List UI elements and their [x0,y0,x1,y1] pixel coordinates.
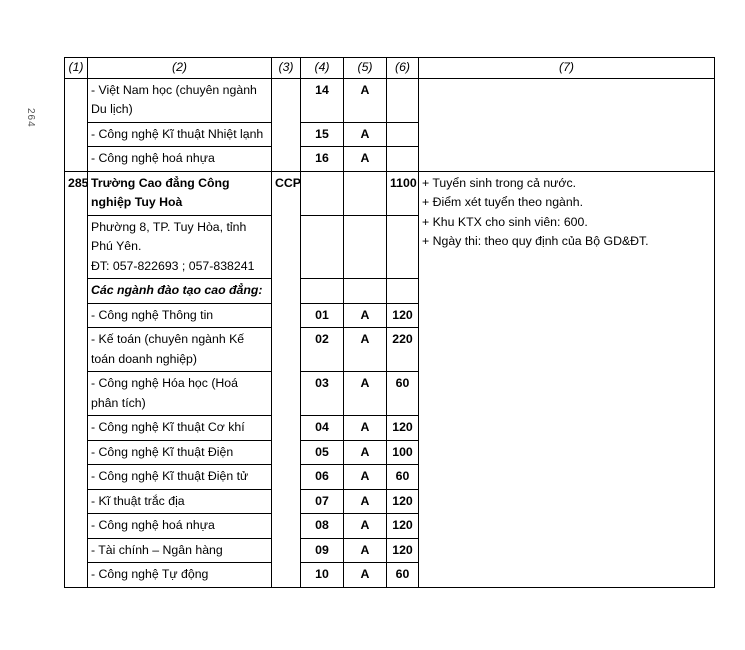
header-col-1: (1) [65,58,88,79]
empty-cell [387,215,419,279]
major-name: - Công nghệ Thông tin [88,303,272,328]
note-line: + Tuyển sinh trong cả nước. [422,175,577,190]
major-quota: 60 [387,563,419,588]
school-address: Phường 8, TP. Tuy Hòa, tỉnh Phú Yên. [91,219,247,253]
major-code: 07 [301,489,344,514]
major-block: A [344,563,387,588]
major-code: 16 [301,147,344,172]
school-name: Trường Cao đẳng Công nghiệp Tuy Hoà [88,171,272,215]
major-quota: 120 [387,303,419,328]
section-title: Các ngành đào tạo cao đẳng: [88,279,272,304]
major-code: 09 [301,538,344,563]
major-block: A [344,440,387,465]
major-code: 05 [301,440,344,465]
major-name: - Công nghệ Hóa học (Hoá phân tích) [88,372,272,416]
empty-cell [301,215,344,279]
major-code: 15 [301,122,344,147]
major-name: - Tài chính – Ngân hàng [88,538,272,563]
note-line: + Ngày thi: theo quy định của Bộ GD&ĐT. [422,234,649,248]
header-col-7: (7) [419,58,715,79]
major-block: A [344,416,387,441]
major-name: - Công nghệ Kĩ thuật Cơ khí [88,416,272,441]
major-block: A [344,465,387,490]
abbr-cell [272,78,301,171]
major-quota: 120 [387,514,419,539]
major-block: A [344,538,387,563]
school-quota-total: 1100 [387,171,419,215]
major-name: - Công nghệ Kĩ thuật Điện [88,440,272,465]
major-block: A [344,372,387,416]
note-line: + Khu KTX cho sinh viên: 600. [422,214,588,229]
major-name: - Kế toán (chuyên ngành Kế toán doanh nghiệp) [88,328,272,372]
school-notes [419,171,715,587]
empty-cell [344,215,387,279]
major-name: - Công nghệ hoá nhựa [88,147,272,172]
school-code-cell [301,171,344,215]
major-code: 02 [301,328,344,372]
school-row [65,171,715,215]
school-block-cell [344,171,387,215]
major-quota: 220 [387,328,419,372]
header-row [65,58,715,79]
no-cell [65,78,88,171]
major-code: 10 [301,563,344,588]
empty-cell [301,279,344,304]
major-quota: 120 [387,416,419,441]
header-col-2: (2) [88,58,272,79]
header-col-6: (6) [387,58,419,79]
empty-cell [387,279,419,304]
major-block: A [344,328,387,372]
header-col-5: (5) [344,58,387,79]
empty-cell [344,279,387,304]
major-code: 14 [301,78,344,122]
major-block: A [344,78,387,122]
major-block: A [344,303,387,328]
table-row [65,78,715,122]
major-block: A [344,489,387,514]
major-block: A [344,122,387,147]
major-quota: 60 [387,465,419,490]
major-quota [387,122,419,147]
major-code: 03 [301,372,344,416]
notes-cell [419,78,715,171]
major-block: A [344,147,387,172]
header-col-4: (4) [301,58,344,79]
school-contact [88,215,272,279]
admissions-table [64,57,715,588]
major-quota: 120 [387,538,419,563]
major-code: 08 [301,514,344,539]
major-quota [387,147,419,172]
major-name: - Công nghệ Tự động [88,563,272,588]
major-name: - Công nghệ Kĩ thuật Điện tử [88,465,272,490]
major-code: 01 [301,303,344,328]
major-name: - Công nghệ hoá nhựa [88,514,272,539]
page-number: 264 [25,108,36,128]
major-quota: 100 [387,440,419,465]
note-line: + Điểm xét tuyển theo ngành. [422,195,583,209]
major-block: A [344,514,387,539]
school-number: 285 [65,171,88,587]
school-abbr: CCP [272,171,301,587]
major-quota [387,78,419,122]
major-quota: 60 [387,372,419,416]
major-name: - Việt Nam học (chuyên ngành Du lịch) [88,78,272,122]
major-name: - Công nghệ Kĩ thuật Nhiệt lạnh [88,122,272,147]
major-name: - Kĩ thuật trắc địa [88,489,272,514]
major-code: 06 [301,465,344,490]
major-quota: 120 [387,489,419,514]
major-code: 04 [301,416,344,441]
school-phone: ĐT: 057-822693 ; 057-838241 [91,258,255,273]
header-col-3: (3) [272,58,301,79]
